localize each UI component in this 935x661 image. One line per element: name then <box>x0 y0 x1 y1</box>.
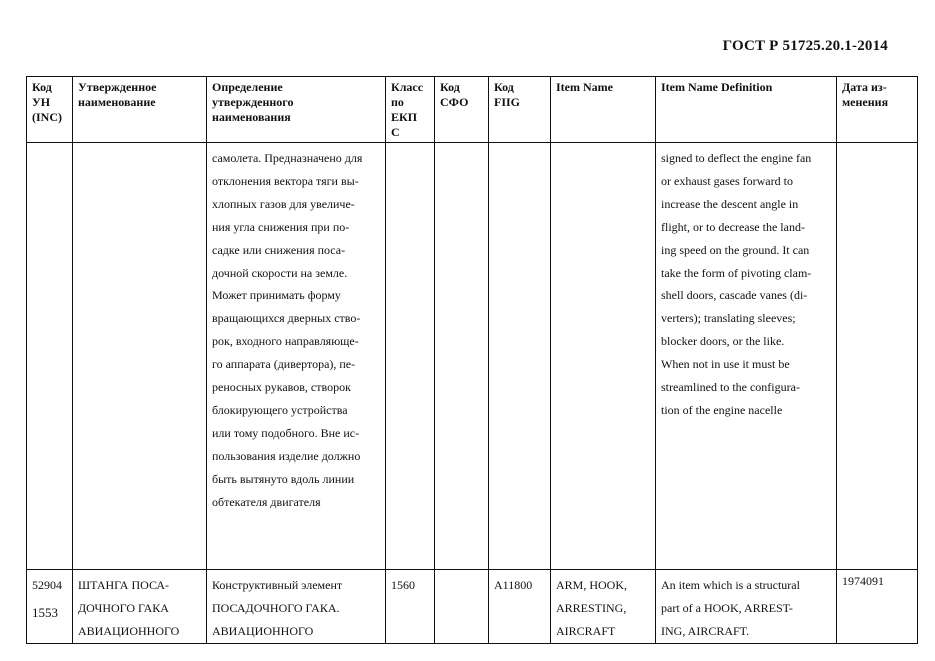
cell-sfo <box>435 570 489 644</box>
cell-item-definition: An item which is a structural part of a HOOK, ARREST- ING, AIRCRAFT. <box>656 570 837 644</box>
header-ekps-class: Класс по ЕКП С <box>386 77 435 143</box>
header-inc-code: Код УН (INC) <box>27 77 73 143</box>
cell-approved-name <box>73 143 207 570</box>
table-header-row <box>27 77 918 143</box>
header-fiig-code: Код FIIG <box>489 77 551 143</box>
cell-inc <box>27 143 73 570</box>
nomenclature-table <box>26 76 918 644</box>
header-name-definition: Определение утвержденного наименования <box>207 77 386 143</box>
cell-definition: самолета. Предназначено для отклонения вектора тяги вы- хлопных газов для увеличе- ния угла снижения при по- садке или снижения поса- дочной скорости на земле. Может принимать форму вращающихся дверных ство- рок, входного направляюще- го аппарата (дивертора), пе- реносных рукавов, створок блокирующего устройства или тому подобного. Вне ис- пользования изделие должно быть вытянуто вдоль линии обтекателя двигателя <box>207 143 386 570</box>
cell-approved-name: ШТАНГА ПОСА- ДОЧНОГО ГАКА АВИАЦИОННОГО <box>73 570 207 644</box>
header-item-name: Item Name <box>551 77 656 143</box>
cell-date: 1974091 <box>837 570 918 644</box>
header-item-name-definition: Item Name Definition <box>656 77 837 143</box>
table-row <box>27 143 918 570</box>
cell-fiig <box>489 143 551 570</box>
page-number: 1553 <box>32 605 58 620</box>
table-row <box>27 570 918 644</box>
cell-sfo <box>435 143 489 570</box>
cell-fiig: A11800 <box>489 570 551 644</box>
cell-item-name: ARM, HOOK, ARRESTING, AIRCRAFT <box>551 570 656 644</box>
cell-class <box>386 143 435 570</box>
cell-class: 1560 <box>386 570 435 644</box>
header-sfo-code: Код СФО <box>435 77 489 143</box>
header-change-date: Дата из- менения <box>837 77 918 143</box>
document-code: ГОСТ Р 51725.20.1-2014 <box>722 38 888 54</box>
cell-inc: 52904 <box>27 570 73 644</box>
cell-date <box>837 143 918 570</box>
header-approved-name: Утвержденное наименование <box>73 77 207 143</box>
cell-definition: Конструктивный элемент ПОСАДОЧНОГО ГАКА. АВИАЦИОННОГО <box>207 570 386 644</box>
cell-item-name <box>551 143 656 570</box>
cell-item-definition: signed to deflect the engine fan or exhaust gases forward to increase the descent angle in flight, or to decrease the land- ing speed on the ground. It can take the form of pivoting clam- shell doors, cascade vanes (di- verters); translating sleeves; blocker doors, or the like. When not in use it must be streamlined to the configura- tion of the engine nacelle <box>656 143 837 570</box>
